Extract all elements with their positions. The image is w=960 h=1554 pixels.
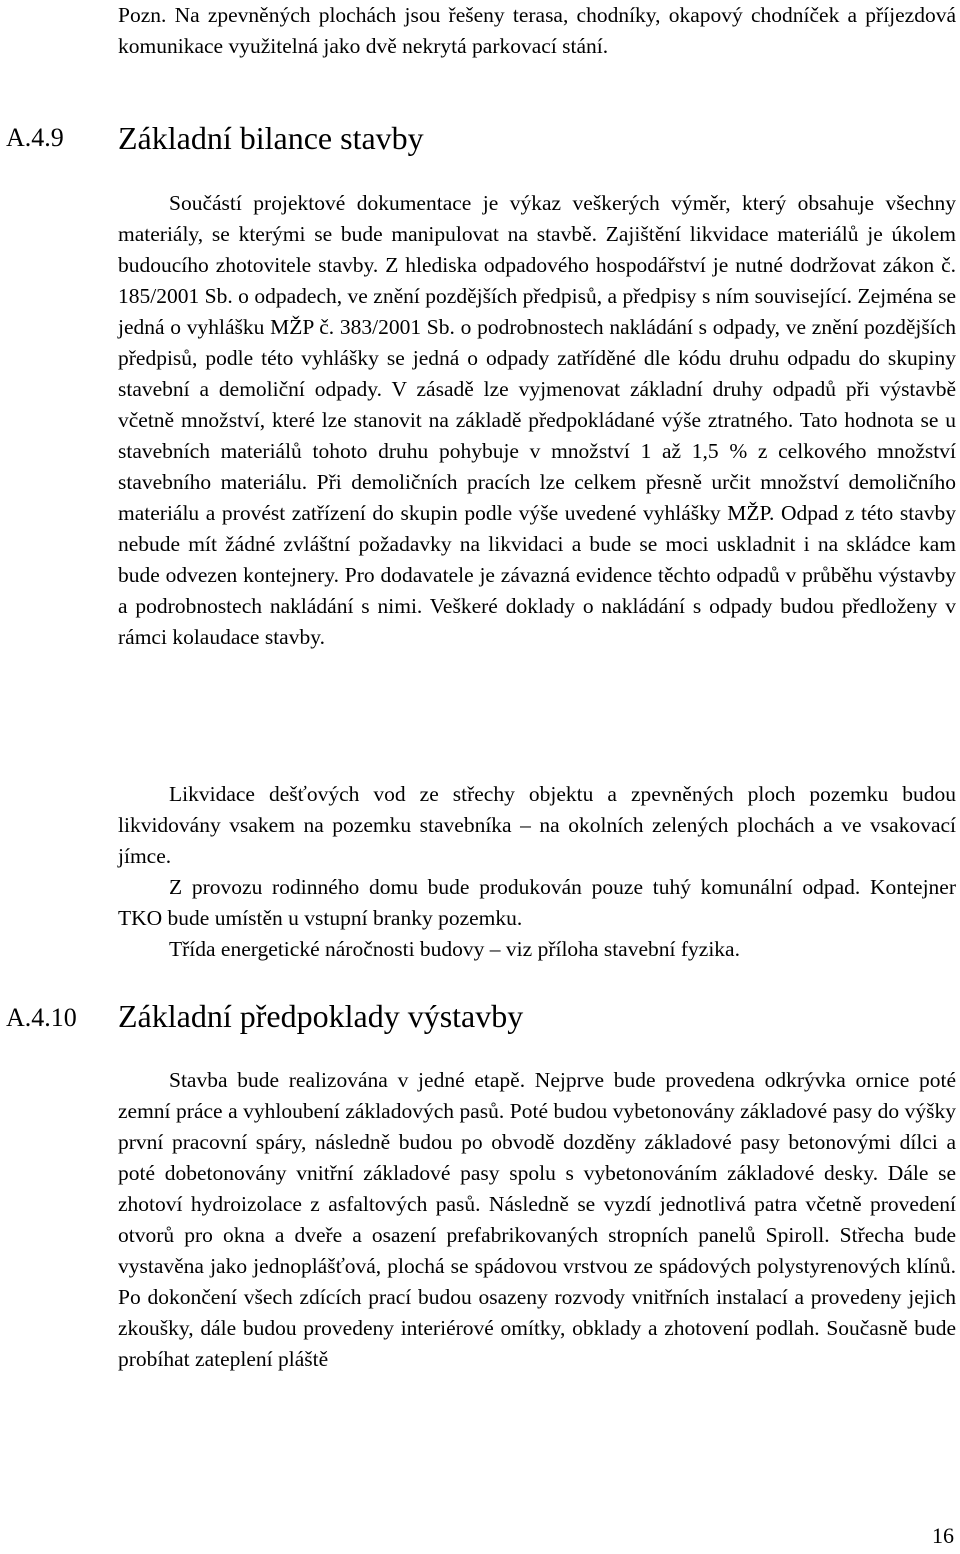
section-title-a49: Základní bilance stavby xyxy=(118,120,424,156)
section-a49-paragraph-4: Třída energetické náročnosti budovy – viz příloha stavební fyzika. xyxy=(169,937,740,961)
intro-note: Pozn. Na zpevněných plochách jsou řešeny terasa, chodníky, okapový chodníček a příjezdová komunikace využitelná jako dvě nekrytá parkovací stání. xyxy=(118,3,956,58)
section-number-a410: A.4.10 xyxy=(6,1003,77,1032)
section-title-a410: Základní předpoklady výstavby xyxy=(118,998,524,1034)
section-a49-paragraph-1: Součástí projektové dokumentace je výkaz veškerých výměr, který obsahuje všechny materiály, se kterými se bude manipulovat na stavbě. Zajištění likvidace materiálů je úkolem budoucího zhotovitele stavby. Z hlediska odpadového hospodářství je nutné dodržovat zákon č. 185/2001 Sb. o odpadech, ve znění pozdějších předpisů, a předpisy s ním související. Zejména se jedná o vyhlášku MŽP č. 383/2001 Sb. o podrobnostech nakládání s odpady, ve znění pozdějších předpisů, podle této vyhlášky se jedná o odpady zatříděné dle kódu druhu odpadu do skupiny stavební a demoliční odpady. V zásadě lze vyjmenovat základní druhy odpadů při výstavbě včetně množství, které lze stanovit na základě předpokládané výše ztratného. Tato hodnota se u stavebních materiálů tohoto druhu pohybuje v množství 1 až 1,5 % z celkového množství stavebního materiálu. Při demoličních pracích lze celkem přesně určit množství demoličního materiálu a provést zatřízení do skupin podle výše uvedené vyhlášky MŽP. Odpad z této stavby nebude mít žádné zvláštní požadavky na likvidaci a bude se moci uskladnit i na skládce kam bude odvezen kontejnery. Pro dodavatele je závazná evidence těchto odpadů v průběhu výstavby a podrobnostech nakládání s nimi. Veškeré doklady o nakládání s odpady budou předloženy v rámci kolaudace stavby. xyxy=(118,191,956,649)
section-number-a49: A.4.9 xyxy=(6,123,64,152)
section-a49-paragraph-3: Z provozu rodinného domu bude produkován pouze tuhý komunální odpad. Kontejner TKO bude umístěn u vstupní branky pozemku. xyxy=(118,875,956,930)
section-a410-paragraph-1: Stavba bude realizována v jedné etapě. Nejprve bude provedena odkrývka ornice poté zemní práce a vyhloubení základových pasů. Poté budou vybetonovány základové pasy do výšky první pracovní spáry, následně budou po obvodě dozděny základové pasy betonovými dílci a poté dobetonovány vnitřní základové pasy spolu s vybetonováním základové desky. Dále se zhotoví hydroizolace z asfaltových pasů. Následně se vyzdí jednotlivá patra včetně provedení otvorů pro okna a dveře a osazení prefabrikovaných stropních panelů Spiroll. Střecha bude vystavěna jako jednoplášťová, plochá se spádovou vrstvou ze spádových polystyrenových klínů. Po dokončení všech zdících prací budou osazeny rozvody vnitřních instalací a provedeny jejich zkoušky, dále budou provedeny interiérové omítky, obklady a zhotovení podlah. Současně bude probíhat zateplení pláště xyxy=(118,1068,956,1371)
section-a49-paragraph-2: Likvidace dešťových vod ze střechy objektu a zpevněných ploch pozemku budou likvidovány vsakem na pozemku stavebníka – na okolních zelených plochách a ve vsakovací jímce. xyxy=(118,782,956,868)
page-number: 16 xyxy=(932,1523,954,1548)
